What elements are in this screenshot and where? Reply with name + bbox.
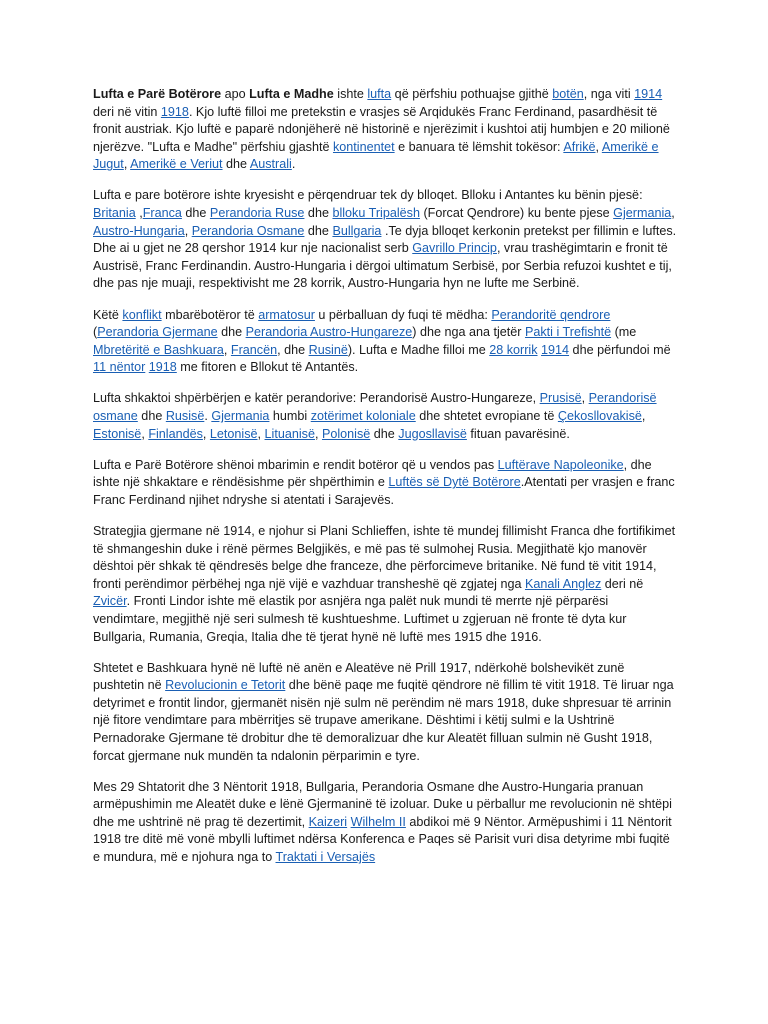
text-run: , — [202, 426, 210, 441]
text-run: , — [581, 391, 589, 406]
text-run: ( — [93, 325, 98, 340]
article-link[interactable]: Perandoria Austro-Hungareze — [245, 325, 413, 340]
article-link[interactable]: Perandoritë qendrore — [491, 307, 611, 322]
article-link[interactable]: Gjermania — [613, 206, 672, 221]
article-paragraph — [93, 187, 677, 293]
bold-term: Lufta e Madhe — [249, 87, 334, 101]
text-run: dhe përfundoi më — [569, 342, 671, 357]
text-run: , — [123, 157, 131, 172]
article-link[interactable]: Prusisë — [539, 391, 582, 406]
text-run: deri në vitin — [93, 104, 161, 119]
text-run: . — [204, 409, 212, 423]
text-run: , — [671, 206, 675, 221]
text-run: dhe — [370, 426, 399, 441]
article-link[interactable]: 28 korrik — [489, 342, 538, 357]
text-run: fituan pavarësinë. — [466, 426, 570, 441]
article-link[interactable]: Traktati i Versajës — [275, 850, 376, 865]
article-link[interactable]: Rusinë — [308, 342, 348, 357]
text-run: , — [135, 206, 143, 221]
article-link[interactable]: Lituanisë — [264, 426, 315, 441]
article-paragraph — [93, 390, 677, 443]
text-run: Shtetet e Bashkuara hynë në luftë në anën e Aleatëve në Prill 1917, ndërkohë bolshevikët zunë pushtetin në — [93, 660, 625, 693]
article-link[interactable]: konflikt — [122, 307, 162, 322]
text-run: u përballuan dy fuqi të mëdha: — [314, 307, 492, 322]
article-link[interactable]: Zvicër — [93, 594, 127, 609]
article-link[interactable]: Estonisë — [93, 426, 142, 441]
article-link[interactable]: Bullgaria — [332, 223, 382, 238]
text-run: . — [291, 157, 296, 172]
text-run: me fitoren e Bllokut të Antantës. — [176, 360, 359, 375]
article-link[interactable]: kontinentet — [332, 139, 395, 154]
text-run: që përfshiu pothuajse gjithë — [391, 87, 553, 101]
text-run: dhe — [304, 206, 333, 221]
text-run: , — [141, 426, 149, 441]
article-paragraph — [93, 307, 677, 377]
article-link[interactable]: Austro-Hungaria — [93, 223, 185, 238]
article-link[interactable]: Australi — [249, 157, 292, 172]
text-run: humbi — [269, 409, 311, 423]
article-link[interactable]: Mbretëritë e Bashkuara — [93, 342, 224, 357]
article-link[interactable]: Perandoria Ruse — [209, 206, 305, 221]
text-run: apo — [221, 87, 250, 101]
article-link[interactable]: botën — [552, 87, 584, 101]
text-run: dhe — [304, 223, 333, 238]
text-run: Lufta e Parë Botërore shënoi mbarimin e rendit botëror që u vendos pas — [93, 457, 498, 472]
article-link[interactable]: Amerikë e Jugut — [93, 139, 659, 172]
article-link[interactable]: Luftërave Napoleonike — [497, 457, 624, 472]
article-link[interactable]: Polonisë — [321, 426, 371, 441]
article-link[interactable]: Britania — [93, 206, 136, 221]
text-run: dhe — [217, 325, 246, 340]
text-run: ). Lufta e Madhe filloi me — [347, 342, 490, 357]
text-run: , — [184, 223, 192, 238]
article-link[interactable]: Çekosllovakisë — [557, 409, 642, 423]
article-link[interactable]: 1918 — [148, 360, 177, 375]
article-link[interactable]: zotërimet koloniale — [310, 409, 416, 423]
article-link[interactable]: Gavrillo Princip — [412, 241, 497, 256]
article-body — [93, 86, 677, 880]
text-run: dhe — [181, 206, 210, 221]
article-link[interactable]: Kanali Anglez — [524, 576, 602, 591]
article-link[interactable]: armatosur — [258, 307, 315, 322]
text-run: ishte — [333, 87, 368, 101]
text-run: , vrau trashëgimtarin e fronit të Austrisë, Franc Ferdinandin. Austro-Hungaria i dërgoi ultimatum Serbisë, por Serbia refuzoi kushtet e tij, dhe pas nje muaji, respektivisht me 28 korrik, Austro-Hungaria hyn ne lufte me Serbinë. — [93, 241, 672, 291]
text-run: Lufta e pare botërore ishte kryesisht e përqendruar tek dy blloqet. Blloku i Antantes ku bënin pjesë: — [93, 188, 643, 203]
text-run: , — [257, 426, 265, 441]
text-run: . Fronti Lindor ishte më elastik por asnjëra nga palët nuk mundi të merrte një përparësi vendimtare, megjithë një seri sulmesh të kushtueshme. Luftimet u zgjeruan në fronte të dyta kur Bullgaria, Rumania, Greqia, Italia dhe të tjerat hynë në luftë mes 1915 dhe 1916. — [93, 594, 627, 644]
text-run: dhe — [137, 409, 166, 423]
article-link[interactable]: Perandoria Gjermane — [97, 325, 218, 340]
article-link[interactable]: Rusisë — [165, 409, 205, 423]
article-link[interactable]: Francën — [230, 342, 278, 357]
text-run: (me — [611, 325, 637, 340]
text-run: .Atentati per vrasjen e franc Franc Ferdinand njihet ndryshe si atentati i Sarajevës. — [93, 475, 675, 507]
article-link[interactable]: 11 nëntor — [93, 360, 146, 375]
article-link[interactable]: Perandoria Osmane — [191, 223, 305, 238]
article-paragraph — [93, 86, 677, 174]
article-link[interactable]: Afrikë — [563, 139, 596, 154]
article-link[interactable]: Perandorisë osmane — [93, 391, 657, 423]
text-run: e banuara të lëmshit tokësor: — [394, 139, 564, 154]
text-run: , dhe — [277, 342, 309, 357]
text-run: , — [595, 139, 602, 154]
text-run: Këtë — [93, 307, 123, 322]
article-link[interactable]: lufta — [367, 87, 392, 101]
article-link[interactable]: Kaizeri — [308, 814, 348, 829]
article-link[interactable]: Revolucionin e Tetorit — [165, 678, 286, 693]
article-link[interactable]: 1914 — [634, 87, 663, 101]
article-paragraph — [93, 660, 677, 766]
article-link[interactable]: Letonisë — [209, 426, 258, 441]
text-run: , dhe ishte një shkaktare e rëndësishme për shpërthimin e — [93, 457, 652, 490]
text-run: mbarëbotëror të — [161, 307, 259, 322]
text-run: , — [223, 342, 231, 357]
text-run: .Te dyja blloqet kerkonin pretekst per fillimin e luftes. Dhe ai u gjet ne 28 qershor 1914 kur nje nacionalist serb — [93, 223, 677, 256]
text-run: abdikoi më 9 Nëntor. Armëpushimi i 11 Nëntorit 1918 tre ditë më vonë mbylli luftimet ndërsa Konferenca e Paqes së Parisit vuri disa detyrime mbi fuqitë e mundura, më e njohura nga to — [93, 814, 672, 865]
article-link[interactable]: 1918 — [160, 104, 189, 119]
article-link[interactable]: Finlandës — [148, 426, 203, 441]
article-link[interactable]: Pakti i Trefishtë — [524, 325, 612, 340]
text-run: dhe — [222, 157, 250, 172]
text-run: deri në — [601, 576, 644, 591]
text-run: Lufta shkaktoi shpërbërjen e katër perandorive: Perandorisë Austro-Hungareze, — [93, 391, 540, 406]
article-link[interactable]: 1914 — [541, 342, 570, 357]
text-run: (Forcat Qendrore) ku bente pjese — [419, 206, 614, 221]
article-link[interactable]: Jugosllavisë — [398, 426, 467, 441]
article-link[interactable]: Amerikë e Veriut — [130, 157, 223, 172]
text-run: Mes 29 Shtatorit dhe 3 Nëntorit 1918, Bullgaria, Perandoria Osmane dhe Austro-Hungaria pranuan armëpushimin me Aleatët duke e lënë Gjermaninë të izoluar. Duke u përballur me revolucionin në shtëpi dhe me ushtrinë në prag të dezertimit, — [93, 779, 672, 829]
text-run: Strategjia gjermane në 1914, e njohur si Plani Schlieffen, ishte të mundej fillimisht Franca dhe fortifikimet të shmangeshin duke i rënë përmes Belgjikës, e më pas të sulmohej Rusia. Megjithatë kjo manovër dështoi për shkak të qëndresës belge dhe franceze, dhe përforcimeve britanike. Në fund të vitit 1914, fronti perëndimor përbëhej nga një vijë e vazhduar transheshë që zgjatej nga — [93, 523, 676, 591]
text-run: ) dhe nga ana tjetër — [412, 325, 525, 340]
text-run: , — [314, 426, 322, 441]
text-run: , — [641, 409, 646, 423]
article-paragraph — [93, 523, 677, 646]
text-run: , nga viti — [583, 87, 635, 101]
text-run: dhe bënë paqe me fuqitë qëndrore në fillim të vitit 1918. Të liruar nga detyrimet e frontit lindor, gjermanët nisën një sulm në perëndim në mars 1918, duke shpresuar të arrinin një fitore vendimtare para mbërritjes së trupave amerikane. Dështimi i këtij sulmi e la Ushtrinë Pernadorake Gjermane të drobitur dhe të demoralizuar dhe kur Aleatët filluan sulmin në Gusht 1918, forcat gjermane nuk mundën ta ndalonin përparimin e tyre. — [93, 678, 674, 763]
article-link[interactable]: Gjermania — [211, 409, 270, 423]
text-run: dhe shtetet evropiane të — [415, 409, 558, 423]
text-run: . Kjo luftë filloi me pretekstin e vrasjes së Arqidukës Franc Ferdinand, pasardhësit të fronit austriak. Kjo luftë e paparë ndonjëherë në historinë e njerëzimit i kushtoi atij humbjen e 20 milionë njerëzve. "Lufta e Madhe" përfshiu gjashtë — [93, 104, 670, 154]
article-link[interactable]: Luftës së Dytë Botërore — [388, 475, 521, 490]
article-paragraph — [93, 457, 677, 510]
article-link[interactable]: Wilhelm II — [350, 814, 406, 829]
article-link[interactable]: blloku Tripalësh — [332, 206, 420, 221]
bold-term: Lufta e Parë Botërore — [93, 87, 222, 101]
article-paragraph — [93, 779, 677, 867]
article-link[interactable]: Franca — [142, 206, 182, 221]
